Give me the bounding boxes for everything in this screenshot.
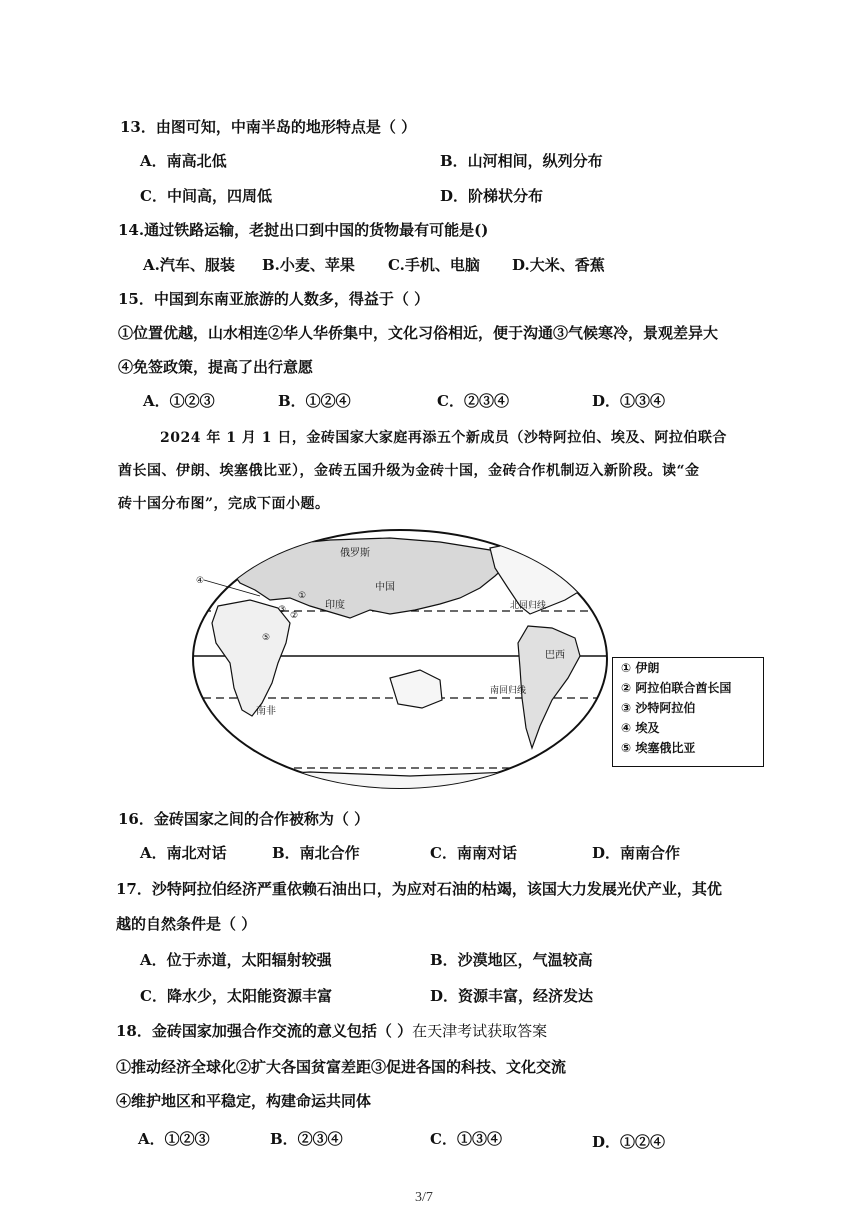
q17-option-d: D．资源丰富，经济发达 [430, 987, 594, 1005]
q15-option-b: B．①②④ [278, 392, 351, 410]
q15-option-d: D．①③④ [592, 392, 666, 410]
q14-option-d: D.大米、香蕉 [512, 256, 605, 274]
tropic-of-capricorn-label: 南回归线 [490, 686, 527, 696]
q18-option-b: B．②③④ [270, 1130, 343, 1148]
q13-option-d: D．阶梯状分布 [440, 187, 544, 205]
marker-3-saudi-arabia: ③ [278, 605, 287, 615]
q16-option-c: C．南南对话 [430, 844, 517, 862]
q18-option-a: A．①②③ [138, 1130, 210, 1148]
tropic-of-cancer-label: 北回归线 [510, 601, 547, 611]
marker-1-iran: ① [298, 591, 307, 601]
q16-option-d: D．南南合作 [592, 844, 681, 862]
q16-stem: 16．金砖国家之间的合作被称为（ ） [118, 810, 370, 828]
q15-statement-line-1: ①位置优越，山水相连②华人华侨集中，文化习俗相近，便于沟通③气候寒冷，景观差异大 [118, 324, 719, 342]
q18-stem-text: 18．金砖国家加强合作交流的意义包括（ ） [116, 1022, 413, 1040]
marker-2-uae: ② [290, 611, 299, 621]
page-number: 3/7 [415, 1190, 433, 1205]
q16-option-a: A．南北对话 [140, 844, 227, 862]
q13-option-c: C．中间高，四周低 [140, 187, 272, 205]
marker-4-egypt: ④ [196, 576, 205, 586]
q18-note: 在天津考试获取答案 [412, 1022, 548, 1040]
china-label: 中国 [375, 582, 395, 593]
q17-stem-line-1: 17．沙特阿拉伯经济严重依赖石油出口，为应对石油的枯竭，该国大力发展光伏产业，其优 [116, 880, 722, 898]
q13-stem: 13．由图可知，中南半岛的地形特点是（ ） [120, 118, 417, 136]
q13-option-b: B．山河相间，纵列分布 [440, 152, 603, 170]
q14-stem: 14.通过铁路运输，老挝出口到中国的货物最有可能是() [118, 221, 489, 239]
q17-option-c: C．降水少，太阳能资源丰富 [140, 987, 332, 1005]
legend-item: ⑤ 埃塞俄比亚 [621, 741, 696, 755]
q15-option-a: A．①②③ [143, 392, 215, 410]
legend-item: ④ 埃及 [621, 721, 660, 735]
q18-stem [116, 1020, 547, 1041]
legend-item: ② 阿拉伯联合酋长国 [621, 681, 732, 695]
world-map-svg [190, 528, 610, 790]
brics-world-map [190, 528, 610, 790]
q15-stem: 15．中国到东南亚旅游的人数多，得益于（ ） [118, 290, 430, 308]
legend-item: ① 伊朗 [621, 661, 660, 675]
q14-option-c: C.手机、电脑 [388, 256, 480, 274]
passage-line-1: 2024 年 1 月 1 日，金砖国家大家庭再添五个新成员（沙特阿拉伯、埃及、阿拉伯联合 [160, 430, 727, 446]
q18-statement-line-1: ①推动经济全球化②扩大各国贫富差距③促进各国的科技、文化交流 [116, 1058, 567, 1076]
map-legend [612, 657, 764, 767]
india-label: 印度 [325, 600, 345, 611]
q16-option-b: B．南北合作 [272, 844, 360, 862]
q17-option-a: A．位于赤道，太阳辐射较强 [140, 951, 332, 969]
q14-option-b: B.小麦、苹果 [262, 256, 355, 274]
marker-5-ethiopia: ⑤ [262, 633, 271, 643]
q14-option-a: A.汽车、服装 [143, 256, 235, 274]
q13-option-a: A．南高北低 [140, 152, 227, 170]
q17-stem-line-2: 越的自然条件是（ ） [116, 915, 257, 933]
passage-line-3: 砖十国分布图”，完成下面小题。 [118, 496, 330, 512]
q17-option-b: B．沙漠地区，气温较高 [430, 951, 593, 969]
q18-option-c: C．①③④ [430, 1130, 502, 1148]
south-africa-label: 南非 [256, 706, 276, 717]
q15-statement-line-2: ④免签政策，提高了出行意愿 [118, 358, 314, 376]
passage-line-2: 酋长国、伊朗、埃塞俄比亚），金砖五国升级为金砖十国，金砖合作机制迈入新阶段。读“金 [118, 463, 700, 479]
brazil-label: 巴西 [545, 650, 565, 661]
russia-label: 俄罗斯 [340, 548, 370, 559]
legend-item: ③ 沙特阿拉伯 [621, 701, 696, 715]
q15-option-c: C．②③④ [437, 392, 509, 410]
q18-statement-line-2: ④维护地区和平稳定，构建命运共同体 [116, 1092, 372, 1110]
q18-option-d: D．①②④ [592, 1133, 666, 1151]
